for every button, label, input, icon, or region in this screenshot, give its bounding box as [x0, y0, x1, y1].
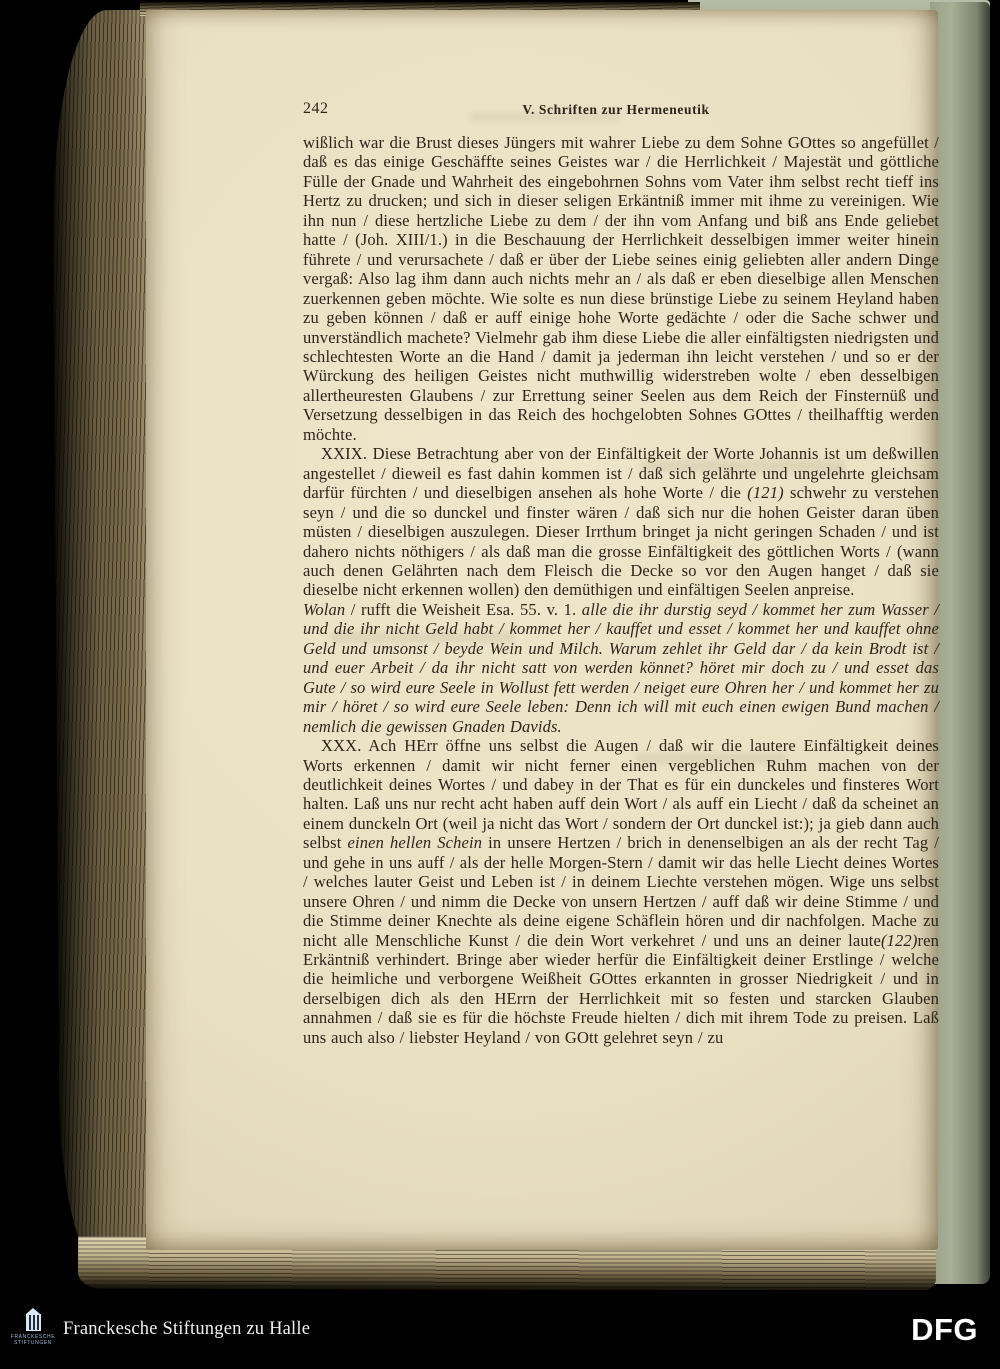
text-segment: / rufft die Weisheit Esa. 55. v. 1.	[345, 599, 582, 619]
text-segment: XXIX. Diese Betrachtung aber von der Einfältigkeit der Worte Johannis ist um deßwillen angestellet / dieweil es fast dahin kommen ist / daß sich gelährte und ungelehrte gleichsam darfür fürchten / und dieselbigen ansehen als hohe Worte / die	[303, 444, 939, 503]
paragraph	[303, 736, 939, 1047]
page-header	[303, 100, 939, 122]
text-segment: wißlich war die Brust dieses Jüngers mit wahrer Liebe zu dem Sohne GOttes so angefüllet / daß es das einige Geschäffte seines Geistes war / die Herrlichkeit / Majestät und göttliche Fülle der Gnade und Wahrheit des eingebohrnen Sohns vom Vater ihm selbst recht tieff ins Hertz zu drucken; und sich in dieser seligen Erkäntniß immer mit ihme zu vereinigen. Wie ihn nun / diese hertzliche Liebe zu dem / der ihn vom Anfang und biß ans Ende geliebet hatte / (Joh. XIII/1.) in die Beschauung der Herrlichkeit desselbigen immer weiter hinein führete / und verursachete / daß er über der Liebe seines einig geliebten aller andern Dinge vergaß: Also lag ihm dann auch nichts mehr an / als daß er eben dieselbige allen Menschen zuerkennen geben möchte. Wie solte es nun diese brünstige Liebe zu seinem Heyland haben zu geben können / daß er auff einige hohe Worte gedächte / oder die Sache schwer und unverständlich machete? Vielmehr gab ihm diese Liebe die aller einfältigsten niedrigsten und schlechtesten Worte an die Hand / damit ja jederman ihn leicht verstehen / und so er der Würckung des heiligen Geistes nicht muthwillig widerstreben wolte / eben desselbigen allertheuresten Glaubens / zur Errettung seiner Seelen aus dem Reich der Finsternüß und Versetzung desselbigen in das Reich des hochgelobten Sohnes GOttes / theilhafftig werden möchte.	[303, 133, 939, 444]
logo-caption-line2: STIFTUNGEN	[14, 1339, 52, 1346]
text-segment: schwehr zu verstehen seyn / und die so dunckel und finster wären / daß sich nur die hohen Geister daran üben müsten / dieselbigen auszulegen. Dieser Irrthum bringet ja nicht geringen Schaden / und ist dahero nichts nöthigers / als daß man die grosse Einfältigkeit des göttlichen Worts / (wann auch denen Gelährten nach dem Fleisch die Decke so vor den Augen hanget / daß sie dieselbe nicht erkennen wollen) den demüthigen und einfältigen Seelen anpreise.	[303, 483, 939, 600]
footer-left	[10, 1304, 311, 1356]
italic-segment: alle die ihr durstig seyd / kommet her zum Wasser / und die ihr nicht Geld habt / kommet her / kauffet und esset / kommet her und kauffet ohne Geld und umsonst / beyde Wein und Milch. Warum zehlet ihr Geld dar / da kein Brodt ist / und euer Arbeit / da ihr nicht satt von werden könnet? höret mir doch zu / und esset das Gute / so wird eure Seele in Wollust fett werden / neiget eure Ohren her / und kommet her zu mir / höret / so wird eure Seele leben: Denn ich will mit euch einen ewigen Bund machen / nemlich die gewissen Gnaden Davids.	[303, 599, 940, 736]
italic-segment: einen hellen Schein	[347, 833, 483, 853]
logo-caption-line1: FRANCKESCHE	[10, 1333, 56, 1340]
paragraph	[303, 444, 939, 600]
institution-name: Franckesche Stiftungen zu Halle	[63, 1319, 311, 1339]
book-cover-right-edge	[930, 2, 990, 1284]
paragraph	[303, 600, 939, 736]
footer-bar	[0, 1290, 1000, 1369]
page-content	[303, 100, 939, 1047]
dfg-logo: DFG	[911, 1311, 978, 1347]
text-segment: ren Erkäntniß verhindert. Bringe aber wieder herfür die Einfältigkeit deiner Erstlinge / welche die heimliche und verborgene Weißheit GOttes erkannten in grosser Niedrigkeit / und in derselbigen dich als den HErrn der Herrlichkeit mit so festen und starcken Glauben annahmen / daß sie es für die höchste Freude hielten / dich mit ihrem Tode zu preisen. Laß uns auch also / liebster Heyland / von GOtt gelehret seyn / zu	[303, 930, 939, 1047]
franckesche-stiftungen-logo-icon	[10, 1304, 56, 1356]
paragraph	[303, 133, 939, 444]
page-number: 242	[303, 100, 329, 117]
tower-icon	[26, 1314, 41, 1331]
page-text	[303, 133, 939, 1047]
italic-segment: Wolan	[303, 599, 346, 619]
italic-segment: (122)	[880, 930, 918, 950]
running-title: V. Schriften zur Hermeneutik	[522, 102, 710, 117]
italic-segment: (121)	[747, 483, 784, 503]
text-segment: in unsere Hertzen / brich in denenselbigen an als der recht Tag / und gehe in uns auff / als der helle Morgen-Stern / damit wir das helle Liecht deines Wortes / welches lauter Geist und Leben ist / in deinem Liechte verstehen mögen. Wige uns selbst unsere Ohren / und nimm die Decke von unsern Hertzen / auff daß wir deine Stimme / und die Stimme deiner Knechte als deine eigene Schäflein hören und dir nachfolgen. Mache zu nicht alle Menschliche Kunst / die dein Wort verkehret / und uns an deiner laute	[303, 833, 939, 950]
text-segment: XXX. Ach HErr öffne uns selbst die Augen / daß wir die lautere Einfältigkeit deines Worts erkennen / damit wir nicht ferner einen vergeblichen Ruhm machen von der deutlichkeit deines Wortes / und dabey in der That es für ein dunckeles und finsteres Wort halten. Laß uns nur recht acht haben auff dein Wort / als auff ein Liecht / daß da scheinet an einem dunckeln Ort (weil ja nicht das Wort / sondern der Ort dunckel ist:); ja gieb dann auch selbst	[303, 736, 939, 853]
